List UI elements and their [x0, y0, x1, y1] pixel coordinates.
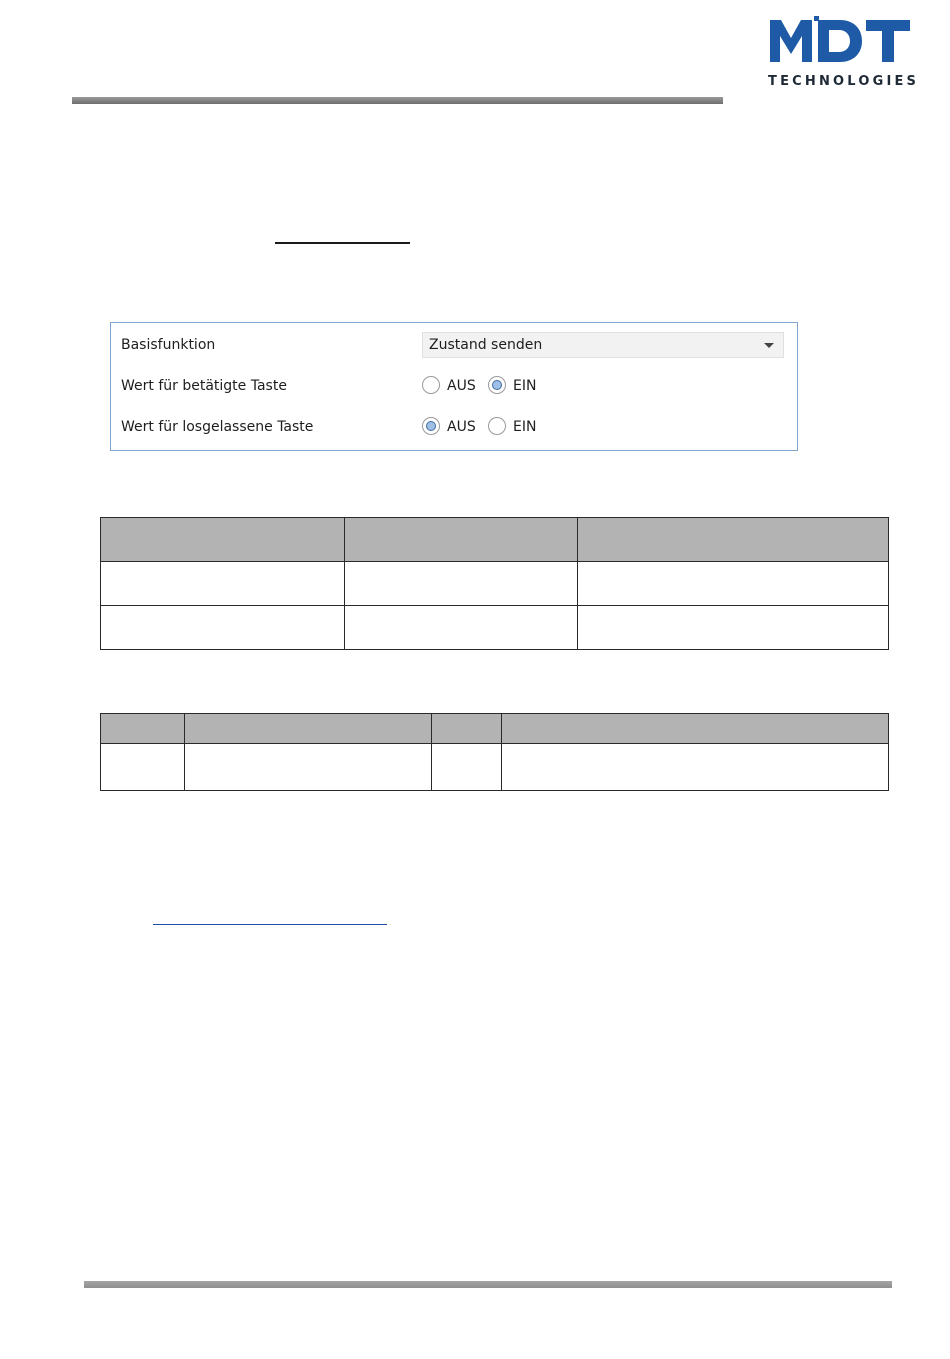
- table-cell: [578, 562, 889, 606]
- table-cell: [345, 606, 578, 650]
- table-cell: [502, 744, 889, 791]
- table-header-cell: [185, 714, 432, 744]
- table-header-cell: [101, 714, 185, 744]
- table-header-cell: [101, 518, 345, 562]
- table-cell: [185, 744, 432, 791]
- param-label: Basisfunktion: [121, 337, 216, 353]
- table-row: [101, 744, 889, 791]
- table-header-row: [101, 518, 889, 562]
- parameter-table: [100, 517, 889, 650]
- radio-label: AUS: [447, 419, 476, 435]
- radio-circle: [422, 376, 440, 394]
- table-cell: [101, 562, 345, 606]
- param-row-losgelassene-taste: [111, 414, 797, 442]
- link-underline[interactable]: [153, 924, 387, 925]
- radio-circle-checked: [488, 376, 506, 394]
- object-table: [100, 713, 889, 791]
- table-cell: [432, 744, 502, 791]
- mdt-logo: [768, 16, 920, 90]
- chevron-down-icon: [764, 343, 774, 348]
- table-header-row: [101, 714, 889, 744]
- radio-label: AUS: [447, 378, 476, 394]
- basisfunktion-select[interactable]: [422, 332, 784, 358]
- select-value: Zustand senden: [429, 337, 543, 353]
- param-label: Wert für betätigte Taste: [121, 378, 287, 394]
- parameter-panel: [110, 322, 798, 451]
- param-row-basisfunktion: [111, 332, 797, 360]
- mdt-wordmark: [768, 16, 913, 66]
- footer-rule: [84, 1281, 892, 1288]
- logo-tagline: TECHNOLOGIES: [768, 74, 920, 89]
- radio-circle-checked: [422, 417, 440, 435]
- table-header-cell: [432, 714, 502, 744]
- table-cell: [101, 744, 185, 791]
- table-row: [101, 562, 889, 606]
- header-rule: [72, 97, 723, 104]
- table-cell: [345, 562, 578, 606]
- heading-underline: [275, 242, 410, 244]
- table-header-cell: [502, 714, 889, 744]
- radio-label: EIN: [513, 378, 537, 394]
- table-cell: [578, 606, 889, 650]
- table-row: [101, 606, 889, 650]
- table-header-cell: [578, 518, 889, 562]
- radio-label: EIN: [513, 419, 537, 435]
- radio-circle: [488, 417, 506, 435]
- param-row-betaetigte-taste: [111, 373, 797, 401]
- param-label: Wert für losgelassene Taste: [121, 419, 314, 435]
- table-cell: [101, 606, 345, 650]
- table-header-cell: [345, 518, 578, 562]
